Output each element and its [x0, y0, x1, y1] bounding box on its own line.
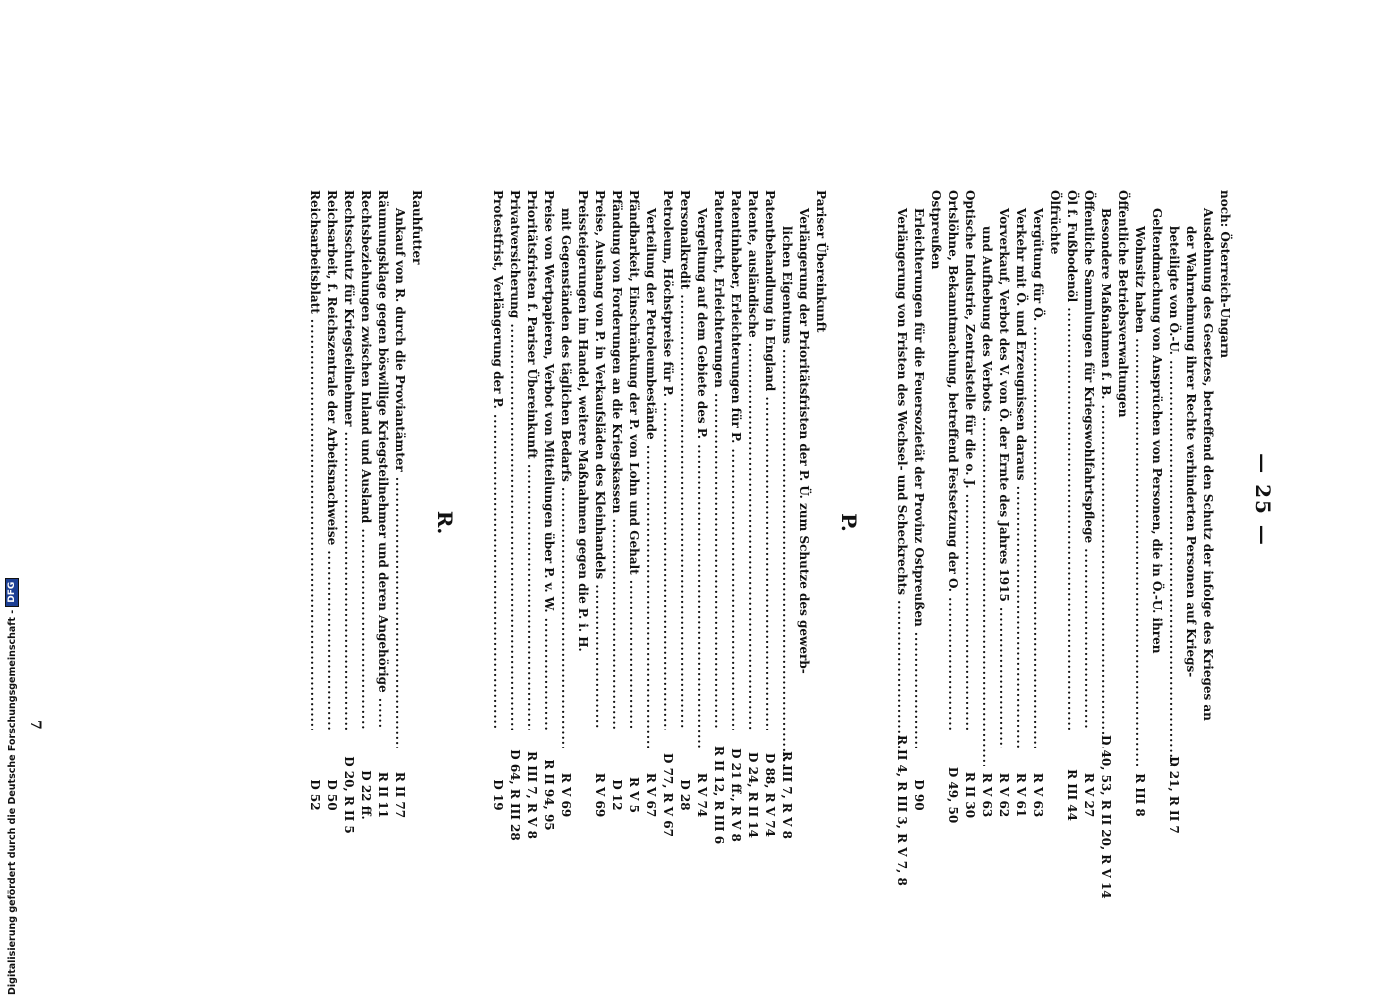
entry-text: Ankauf von R. durch die Proviantämter .....	[391, 190, 408, 748]
entry-reference: D 64, R III 28	[508, 749, 522, 841]
entry-text: Pfändbarkeit, Einschränkung der P. von Lohn und Gehalt .....	[625, 190, 642, 730]
index-entry	[995, 190, 1012, 855]
entry-reference: R V 63	[1031, 772, 1045, 818]
index-entry	[812, 190, 829, 855]
index-entry	[408, 190, 425, 855]
index-entry	[506, 190, 523, 855]
entry-text: Pfändung von Forderungen an die Kriegskassen .....	[608, 190, 625, 730]
index-entry	[778, 190, 795, 855]
entry-reference: R III 44	[1065, 769, 1079, 821]
index-entry	[910, 190, 927, 855]
entry-text: lichen Eigentums .....	[778, 190, 795, 766]
index-entry	[795, 190, 812, 855]
index-entry	[306, 190, 323, 855]
index-entry	[625, 190, 642, 855]
entry-text: Verlängerung von Fristen des Wechsel- und Scheckrechts .....	[893, 190, 910, 748]
credit-text: Digitalisierung gefördert durch die Deutsche Forschungsgemeinschaft -	[6, 609, 18, 995]
entry-text: und Aufhebung des Verbots .....	[978, 190, 995, 766]
index-entry	[961, 190, 978, 855]
index-entry	[659, 190, 676, 855]
entry-text: Ausdehnung des Gesetzes, betreffend den Schutz der infolge des Krieges an	[1201, 208, 1215, 721]
entry-text: Protestfrist, Verlängerung der P. .....	[489, 190, 506, 730]
entry-text: Ortslöhne, Bekanntmachung, betreffend Festsetzung der O. .....	[944, 190, 961, 730]
entry-reference: D 24, R II 14	[746, 752, 760, 838]
entry-reference: R V 63	[980, 772, 994, 818]
index-entry	[591, 190, 608, 855]
index-entry	[608, 190, 625, 855]
entry-text: Verkehr mit Ö. und Erzeugnissen daraus .....	[1012, 190, 1029, 748]
entry-reference: R III 7, R V 8	[525, 751, 539, 839]
entry-reference: D 40, 53, R II 20, R V 14	[1099, 735, 1113, 899]
index-entry	[374, 190, 391, 855]
entry-reference: D 20, R II 5	[342, 756, 356, 834]
entry-reference: R V 69	[559, 772, 573, 818]
entry-reference: D 28	[678, 779, 692, 811]
entry-text: Patentrecht, Erleichterungen .....	[710, 190, 727, 730]
index-entry	[1131, 190, 1148, 855]
entry-text: Ölfrüchte	[1048, 190, 1062, 255]
index-entry	[1216, 190, 1233, 855]
entry-text: Verteilung der Petroleumbestände .....	[642, 190, 659, 748]
index-entry	[574, 190, 591, 855]
entry-text: Privatversicherung .....	[506, 190, 523, 730]
index-entry	[1046, 190, 1063, 855]
entry-text: Öffentliche Sammlungen für Kriegswohlfahrtspflege .....	[1080, 190, 1097, 730]
entry-text: Optische Industrie, Zentralstelle für die o. J. .....	[961, 190, 978, 730]
entry-reference: R II 11	[376, 771, 390, 819]
index-entry	[893, 190, 910, 886]
index-entry	[693, 190, 710, 855]
entry-reference: D 52	[308, 779, 322, 811]
entry-reference: R V 74	[695, 772, 709, 818]
index-entry	[1182, 190, 1199, 855]
index-entry	[523, 190, 540, 855]
entry-reference: D 50	[325, 779, 339, 811]
index-entry	[323, 190, 340, 855]
entry-text: Preise, Aushang von P. in Verkaufsläden des Kleinhandels .....	[591, 190, 608, 730]
entry-reference: D 88, R V 74	[763, 753, 777, 837]
dfg-logo: DFG	[5, 578, 19, 607]
index-entry	[978, 190, 995, 855]
index-block	[306, 190, 1233, 899]
entry-reference: R V 67	[644, 772, 658, 818]
entry-reference: D 49, 50	[946, 766, 960, 824]
index-entry	[1165, 190, 1182, 855]
entry-reference: D 90	[912, 779, 926, 811]
index-entry	[557, 190, 574, 855]
entry-text: Patentinhaber, Erleichterungen für P. .....	[727, 190, 744, 730]
entry-reference: R II 77	[393, 771, 407, 819]
entry-reference: D 21, R II 7	[1167, 756, 1181, 834]
entry-reference: R II 94, 95	[542, 759, 556, 831]
entry-reference: D 19	[491, 779, 505, 811]
entry-text: mit Gegenständen des täglichen Bedarfs .....	[557, 190, 574, 748]
entry-text: Pariser Übereinkunft	[814, 190, 828, 333]
entry-text: Prioritätsfristen f. Pariser Übereinkunft .....	[523, 190, 540, 730]
index-entry	[710, 190, 727, 855]
entry-reference: R III 8	[1133, 773, 1147, 817]
entry-text: Ostpreußen	[929, 190, 943, 270]
entry-text: Vergütung für Ö. .....	[1029, 190, 1046, 748]
index-entry	[1063, 190, 1080, 855]
signature-mark: 7	[27, 720, 43, 730]
entry-text: Reichsarbeit, f. Reichszentrale der Arbeitsnachweise .....	[323, 190, 340, 730]
digitization-credit	[5, 578, 19, 995]
entry-text: Rauhfutter	[410, 190, 424, 265]
entry-text: Personalkredit .....	[676, 190, 693, 730]
entry-text: Räumungsklage gegen böswillige Kriegsteilnehmer und deren Angehörige .....	[374, 190, 391, 730]
index-section-p	[489, 190, 829, 855]
index-section-o	[893, 190, 1233, 899]
entry-reference: R V 69	[593, 772, 607, 818]
entry-text: der Wahrnehmung ihrer Rechte verhinderten Personen auf Kriegs-	[1184, 226, 1198, 678]
entry-text: Petroleum, Höchstpreise für P. .....	[659, 190, 676, 730]
entry-text: Rechtsbeziehungen zwischen Inland und Ausland .....	[357, 190, 374, 730]
entry-reference: R III 7, R V 8	[780, 751, 794, 839]
entry-text: Patente, ausländische .....	[744, 190, 761, 730]
entry-text: Verlängerung der Prioritätsfristen der P. Ü. zum Schutze des gewerb-	[797, 208, 811, 674]
index-entry	[391, 190, 408, 855]
entry-reference: R V 5	[627, 777, 641, 813]
entry-text: Öl f. Fußbodenöl .....	[1063, 190, 1080, 730]
entry-text: Reichsarbeitsblatt .....	[306, 190, 323, 730]
entry-reference: R V 62	[997, 772, 1011, 818]
entry-text: Öffentliche Betriebsverwaltungen	[1116, 190, 1130, 418]
entry-reference: R V 61	[1014, 772, 1028, 818]
entry-text: noch: Österreich-Ungarn	[1218, 190, 1232, 359]
entry-text: Rechtsschutz für Kriegsteilnehmer .....	[340, 190, 357, 730]
index-section-r	[306, 190, 425, 855]
entry-text: Preise von Wertpapieren, Verbot von Mitteilungen über P. v. W. .....	[540, 190, 557, 730]
entry-text: Besondere Maßnahmen f. B. .....	[1097, 190, 1114, 748]
index-entry	[540, 190, 557, 855]
entry-text: Geltendmachung von Ansprüchen von Personen, die in Ö.-U. ihren	[1150, 208, 1164, 654]
entry-reference: D 22 ff.	[359, 770, 373, 820]
index-entry	[744, 190, 761, 855]
index-entry	[1080, 190, 1097, 855]
index-entry	[761, 190, 778, 855]
section-letter-p: P.	[837, 513, 861, 532]
index-entry	[340, 190, 357, 855]
entry-reference: D 77, R V 67	[661, 753, 675, 837]
entry-text: Wohnsitz haben .....	[1131, 190, 1148, 766]
entry-text: Erleichterungen für die Feuersozietät der Provinz Ostpreußen .....	[910, 190, 927, 748]
entry-text: Patentbehandlung in England .....	[761, 190, 778, 730]
entry-text: Vergeltung auf dem Gebiete des P. .....	[693, 190, 710, 748]
entry-text: Preissteigerungen im Handel, weitere Maßnahmen gegen die P. i. H.	[576, 190, 590, 652]
index-entry	[642, 190, 659, 855]
index-entry	[676, 190, 693, 855]
entry-reference: D 12	[610, 779, 624, 811]
index-entry	[944, 190, 961, 855]
entry-text: Vorverkauf, Verbot des V. von Ö. der Ernte des Jahres 1915 .....	[995, 190, 1012, 748]
entry-reference: R II 12, R III 6	[712, 745, 726, 845]
section-letter-r: R.	[433, 510, 457, 535]
entry-reference: R II 30	[963, 771, 977, 819]
index-entry	[1148, 190, 1165, 855]
index-entry	[1097, 190, 1114, 899]
entry-reference: R V 27	[1082, 772, 1096, 818]
entry-reference: R II 4, R III 3, R V 7, 8	[895, 735, 909, 886]
page-number: — 25 —	[1251, 453, 1275, 547]
index-entry	[1199, 190, 1216, 855]
index-entry	[1114, 190, 1131, 855]
index-entry	[1029, 190, 1046, 855]
index-entry	[1012, 190, 1029, 855]
index-entry	[727, 190, 744, 855]
index-entry	[357, 190, 374, 855]
entry-reference: D 21 ff., R V 8	[729, 748, 743, 842]
index-entry	[927, 190, 944, 855]
index-entry	[489, 190, 506, 855]
entry-text: beteiligte von Ö.-U. .....	[1165, 190, 1182, 766]
